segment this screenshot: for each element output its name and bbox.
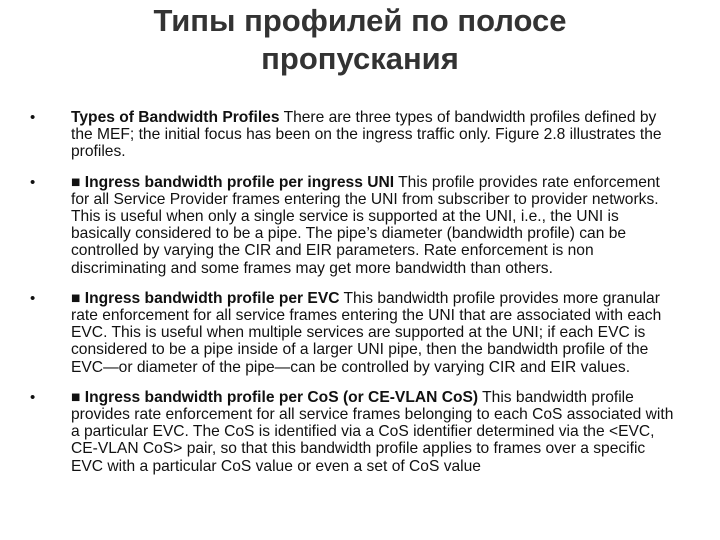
bullet-lead: ■ Ingress bandwidth profile per EVC bbox=[71, 289, 340, 307]
bullet-item-per-cos bbox=[0, 389, 720, 475]
bullet-text: This profile provides rate enforcement for all Service Provider frames entering the UNI from subscriber to provider networks. This is useful when only a single service is supported at the UNI, i.e., the UNI is basically considered to be a pipe. The pipe’s diameter (bandwidth profile) can be controlled by varying the CIR and EIR parameters. Rate enforcement is non discriminating and some frames may get more bandwidth than others. bbox=[71, 173, 660, 277]
bullet-marker: • bbox=[30, 289, 36, 307]
bullet-marker: • bbox=[30, 109, 36, 126]
bullet-list bbox=[0, 109, 720, 488]
bullet-lead: Types of Bandwidth Profiles bbox=[71, 109, 280, 126]
slide-title bbox=[0, 2, 720, 78]
bullet-marker: • bbox=[30, 173, 36, 191]
bullet-item-bandwidth-profile-types bbox=[0, 109, 720, 161]
bullet-lead: ■ Ingress bandwidth profile per CoS (or CE-VLAN CoS) bbox=[71, 388, 479, 406]
bullet-text: This bandwidth profile provides rate enforcement for all service frames belonging to each CoS associated with a particular EVC. The CoS is identified via a CoS identifier determined via the <EVC, CE-VLAN CoS> pair, so that this bandwidth profile applies to frames over a specific EVC with a particular CoS value or even a set of CoS value bbox=[71, 388, 674, 475]
bullet-lead: ■ Ingress bandwidth profile per ingress UNI bbox=[71, 173, 395, 191]
slide-title-line-1: Типы профилей по полосе bbox=[153, 3, 567, 38]
bullet-text: There are three types of bandwidth profiles defined by the MEF; the initial focus has been on the ingress traffic only. Figure 2.8 illustrates the profiles. bbox=[71, 109, 662, 161]
bullet-item-per-evc bbox=[0, 290, 720, 376]
bullet-marker: • bbox=[30, 388, 36, 406]
slide-title-line-2: пропускания bbox=[261, 41, 459, 76]
bullet-item-per-uni bbox=[0, 174, 720, 277]
bullet-text: This bandwidth profile provides more granular rate enforcement for all service frames entering the UNI that are associated with each EVC. This is useful when multiple services are supported at the UNI; if each EVC is considered to be a pipe inside of a larger UNI pipe, then the bandwidth profile of the EVC—or diameter of the pipe—can be controlled by varying CIR and EIR values. bbox=[71, 289, 662, 376]
